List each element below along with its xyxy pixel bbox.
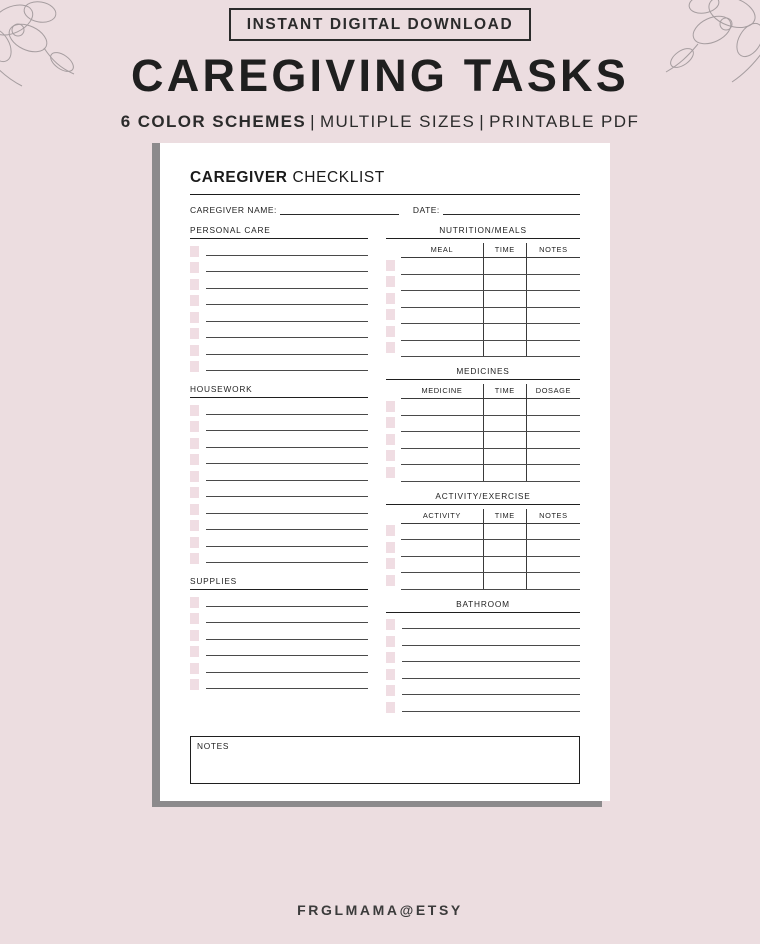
list-item[interactable]	[190, 677, 368, 694]
subtitle	[0, 112, 760, 132]
list-item[interactable]	[190, 627, 368, 644]
checkbox-icon[interactable]	[386, 619, 395, 630]
checkbox-icon[interactable]	[190, 312, 199, 323]
list-item[interactable]	[190, 660, 368, 677]
subtitle-separator-2: |	[479, 112, 486, 131]
checkbox-icon[interactable]	[386, 558, 395, 569]
column-header: ACTIVITY	[401, 509, 483, 524]
write-line[interactable]	[206, 406, 368, 415]
write-line[interactable]	[206, 422, 368, 431]
table-row[interactable]	[401, 399, 580, 416]
cell[interactable]	[401, 523, 483, 540]
list-item[interactable]	[190, 644, 368, 661]
checkbox-icon[interactable]	[190, 504, 199, 515]
date-label: DATE:	[412, 205, 440, 215]
list-item[interactable]	[190, 342, 368, 359]
write-line[interactable]	[206, 280, 368, 289]
cell[interactable]	[526, 307, 580, 324]
checkbox-slot[interactable]	[386, 307, 401, 324]
cell[interactable]	[401, 340, 483, 357]
cell[interactable]	[526, 415, 580, 432]
checkbox-icon[interactable]	[190, 646, 199, 657]
cell[interactable]	[526, 573, 580, 590]
list-item[interactable]	[190, 243, 368, 260]
checkbox-slot[interactable]	[386, 415, 401, 432]
title-divider	[190, 194, 580, 195]
list-item[interactable]	[190, 276, 368, 293]
checkbox-icon[interactable]	[190, 295, 199, 306]
checkbox-slot[interactable]	[386, 257, 401, 274]
cell[interactable]	[401, 573, 483, 590]
checkbox-icon[interactable]	[190, 328, 199, 339]
cell[interactable]	[526, 540, 580, 557]
cell[interactable]	[483, 274, 526, 291]
table-row[interactable]	[401, 307, 580, 324]
checkbox-slot[interactable]	[386, 290, 401, 307]
cell[interactable]	[483, 291, 526, 308]
checkbox-icon[interactable]	[190, 262, 199, 273]
write-line[interactable]	[206, 455, 368, 464]
column-header: TIME	[483, 243, 526, 258]
checkbox-icon[interactable]	[190, 345, 199, 356]
checkbox-icon[interactable]	[386, 450, 395, 461]
section-personal-care	[190, 225, 368, 375]
write-line[interactable]	[206, 554, 368, 563]
checkbox-icon[interactable]	[386, 260, 395, 271]
write-line[interactable]	[402, 670, 580, 679]
write-line[interactable]	[402, 703, 580, 712]
checkbox-icon[interactable]	[190, 630, 199, 641]
list-item[interactable]	[386, 650, 580, 667]
personal-care-heading: PERSONAL CARE	[190, 225, 368, 239]
column-header: MEDICINE	[401, 384, 483, 399]
list-item[interactable]	[190, 594, 368, 611]
checkbox-slot[interactable]	[386, 572, 401, 589]
notes-box[interactable]	[190, 736, 580, 784]
checklist-title	[190, 169, 580, 187]
section-supplies	[190, 576, 368, 693]
table-row[interactable]	[401, 258, 580, 275]
table-row[interactable]	[401, 415, 580, 432]
checkbox-icon[interactable]	[190, 613, 199, 624]
write-line[interactable]	[206, 664, 368, 673]
checkbox-icon[interactable]	[386, 401, 395, 412]
list-item[interactable]	[386, 617, 580, 634]
checkbox-icon[interactable]	[386, 542, 395, 553]
write-line[interactable]	[206, 313, 368, 322]
write-line[interactable]	[402, 620, 580, 629]
cell[interactable]	[483, 415, 526, 432]
write-line[interactable]	[206, 631, 368, 640]
section-nutrition	[386, 225, 580, 357]
cell[interactable]	[526, 399, 580, 416]
checkbox-icon[interactable]	[190, 246, 199, 257]
cell[interactable]	[401, 274, 483, 291]
supplies-rows	[190, 594, 368, 693]
bathroom-heading: BATHROOM	[386, 599, 580, 613]
list-item[interactable]	[386, 666, 580, 683]
cell[interactable]	[483, 573, 526, 590]
checkbox-icon[interactable]	[386, 575, 395, 586]
checkbox-icon[interactable]	[386, 669, 395, 680]
checkbox-icon[interactable]	[386, 525, 395, 536]
write-line[interactable]	[206, 647, 368, 656]
write-line[interactable]	[206, 488, 368, 497]
column-header: DOSAGE	[526, 384, 580, 399]
cell[interactable]	[401, 465, 483, 482]
column-header: NOTES	[526, 509, 580, 524]
checklist-paper	[160, 143, 610, 801]
cell[interactable]	[401, 399, 483, 416]
list-item[interactable]	[190, 419, 368, 436]
date-field[interactable]	[413, 205, 580, 215]
cell[interactable]	[401, 540, 483, 557]
table-row[interactable]	[401, 448, 580, 465]
list-item[interactable]	[190, 435, 368, 452]
instant-download-badge: INSTANT DIGITAL DOWNLOAD	[229, 8, 532, 41]
checkbox-icon[interactable]	[386, 702, 395, 713]
write-line[interactable]	[402, 637, 580, 646]
subtitle-separator-1: |	[310, 112, 316, 131]
checkbox-icon[interactable]	[190, 553, 199, 564]
list-item[interactable]	[190, 551, 368, 568]
column-header: TIME	[483, 384, 526, 399]
table-row[interactable]	[401, 573, 580, 590]
checkbox-slot[interactable]	[386, 340, 401, 357]
cell[interactable]	[526, 274, 580, 291]
checklist-title-light: CHECKLIST	[292, 169, 385, 186]
cell[interactable]	[483, 340, 526, 357]
checkbox-icon[interactable]	[190, 597, 199, 608]
caregiver-name-field[interactable]	[190, 205, 399, 215]
checkbox-icon[interactable]	[190, 537, 199, 548]
list-item[interactable]	[190, 518, 368, 535]
write-line[interactable]	[206, 247, 368, 256]
subtitle-color-schemes: 6 COLOR SCHEMES	[120, 112, 307, 131]
write-line[interactable]	[206, 329, 368, 338]
cell[interactable]	[483, 556, 526, 573]
page-title: CAREGIVING TASKS	[131, 50, 629, 101]
table-row[interactable]	[401, 523, 580, 540]
cell[interactable]	[483, 307, 526, 324]
cell[interactable]	[526, 432, 580, 449]
checkbox-icon[interactable]	[386, 342, 395, 353]
checklist-columns	[190, 225, 580, 725]
write-line[interactable]	[206, 614, 368, 623]
cell[interactable]	[483, 324, 526, 341]
cell[interactable]	[526, 448, 580, 465]
write-line[interactable]	[206, 472, 368, 481]
checkbox-icon[interactable]	[386, 652, 395, 663]
list-item[interactable]	[190, 309, 368, 326]
cell[interactable]	[401, 556, 483, 573]
nutrition-heading: NUTRITION/MEALS	[386, 225, 580, 239]
table-row[interactable]	[401, 540, 580, 557]
table-header-row	[401, 384, 580, 399]
write-line[interactable]	[206, 521, 368, 530]
list-item[interactable]	[190, 501, 368, 518]
write-line[interactable]	[206, 296, 368, 305]
list-item[interactable]	[190, 485, 368, 502]
cell[interactable]	[401, 324, 483, 341]
checkbox-slot[interactable]	[386, 323, 401, 340]
notes-label: NOTES	[197, 740, 230, 751]
shop-footer: FRGLMAMA@ETSY	[297, 902, 463, 918]
cell[interactable]	[401, 258, 483, 275]
write-line[interactable]	[402, 686, 580, 695]
housework-rows	[190, 402, 368, 567]
activity-table-wrap	[386, 509, 580, 590]
cell[interactable]	[401, 415, 483, 432]
checkbox-slot[interactable]	[386, 431, 401, 448]
checkbox-icon[interactable]	[190, 279, 199, 290]
list-item[interactable]	[190, 534, 368, 551]
write-line[interactable]	[206, 439, 368, 448]
table-row[interactable]	[401, 340, 580, 357]
cell[interactable]	[483, 448, 526, 465]
cell[interactable]	[401, 307, 483, 324]
section-bathroom	[386, 599, 580, 716]
caregiver-name-label: CAREGIVER NAME:	[190, 205, 277, 215]
badge-container	[0, 0, 760, 41]
checkbox-slot[interactable]	[386, 523, 401, 540]
cell[interactable]	[483, 399, 526, 416]
cell[interactable]	[526, 324, 580, 341]
checkbox-slot[interactable]	[386, 274, 401, 291]
table-header-row	[401, 509, 580, 524]
cell[interactable]	[483, 465, 526, 482]
medicines-table-wrap	[386, 384, 580, 482]
caregiver-name-input[interactable]	[280, 206, 399, 215]
medicines-heading: MEDICINES	[386, 366, 580, 380]
subtitle-format: PRINTABLE PDF	[489, 112, 640, 131]
meta-fields	[190, 205, 580, 215]
cell[interactable]	[526, 258, 580, 275]
checkbox-icon[interactable]	[190, 405, 199, 416]
table-row[interactable]	[401, 432, 580, 449]
cell[interactable]	[483, 540, 526, 557]
table-row[interactable]	[401, 556, 580, 573]
section-activity	[386, 491, 580, 590]
checkbox-icon[interactable]	[190, 663, 199, 674]
bathroom-rows	[386, 617, 580, 716]
personal-care-rows	[190, 243, 368, 375]
nutrition-checkboxes	[386, 243, 401, 357]
housework-heading: HOUSEWORK	[190, 384, 368, 398]
cell[interactable]	[401, 448, 483, 465]
write-line[interactable]	[206, 598, 368, 607]
list-item[interactable]	[386, 633, 580, 650]
subtitle-sizes: MULTIPLE SIZES	[319, 112, 476, 131]
activity-heading: ACTIVITY/EXERCISE	[386, 491, 580, 505]
list-item[interactable]	[190, 611, 368, 628]
cell[interactable]	[401, 432, 483, 449]
medicines-table	[401, 384, 580, 482]
checkbox-icon[interactable]	[386, 326, 395, 337]
date-input[interactable]	[443, 206, 580, 215]
cell[interactable]	[526, 523, 580, 540]
activity-table	[401, 509, 580, 590]
right-column	[386, 225, 580, 725]
checkbox-slot[interactable]	[386, 448, 401, 465]
list-item[interactable]	[386, 683, 580, 700]
list-item[interactable]	[190, 326, 368, 343]
table-row[interactable]	[401, 274, 580, 291]
checkbox-icon[interactable]	[386, 434, 395, 445]
write-line[interactable]	[206, 680, 368, 689]
cell[interactable]	[483, 523, 526, 540]
list-item[interactable]	[190, 468, 368, 485]
column-header: TIME	[483, 509, 526, 524]
cell[interactable]	[483, 258, 526, 275]
list-item[interactable]	[190, 359, 368, 376]
checkbox-slot[interactable]	[386, 556, 401, 573]
cell[interactable]	[401, 291, 483, 308]
table-header-row	[401, 243, 580, 258]
list-item[interactable]	[190, 402, 368, 419]
list-item[interactable]	[190, 293, 368, 310]
table-row[interactable]	[401, 465, 580, 482]
write-line[interactable]	[206, 505, 368, 514]
checkbox-icon[interactable]	[190, 679, 199, 690]
checkbox-icon[interactable]	[386, 309, 395, 320]
nutrition-table-wrap	[386, 243, 580, 357]
medicines-checkboxes	[386, 384, 401, 482]
checkbox-slot[interactable]	[386, 398, 401, 415]
write-line[interactable]	[206, 263, 368, 272]
checkbox-slot[interactable]	[386, 539, 401, 556]
checkbox-icon[interactable]	[386, 276, 395, 287]
table-row[interactable]	[401, 291, 580, 308]
left-column	[190, 225, 368, 725]
table-row[interactable]	[401, 324, 580, 341]
list-item[interactable]	[190, 452, 368, 469]
checkbox-icon[interactable]	[190, 454, 199, 465]
write-line[interactable]	[206, 538, 368, 547]
nutrition-table	[401, 243, 580, 357]
section-medicines	[386, 366, 580, 482]
checkbox-icon[interactable]	[190, 487, 199, 498]
cell[interactable]	[483, 432, 526, 449]
checklist-title-bold: CAREGIVER	[190, 169, 288, 186]
supplies-heading: SUPPLIES	[190, 576, 368, 590]
checkbox-icon[interactable]	[190, 471, 199, 482]
checkbox-icon[interactable]	[386, 293, 395, 304]
checkbox-icon[interactable]	[386, 467, 395, 478]
write-line[interactable]	[206, 362, 368, 371]
checkbox-icon[interactable]	[190, 421, 199, 432]
cell[interactable]	[526, 465, 580, 482]
list-item[interactable]	[386, 699, 580, 716]
write-line[interactable]	[206, 346, 368, 355]
list-item[interactable]	[190, 260, 368, 277]
checkbox-icon[interactable]	[190, 438, 199, 449]
cell[interactable]	[526, 556, 580, 573]
cell[interactable]	[526, 340, 580, 357]
column-header: NOTES	[526, 243, 580, 258]
activity-checkboxes	[386, 509, 401, 590]
column-header: MEAL	[401, 243, 483, 258]
checkbox-icon[interactable]	[386, 685, 395, 696]
section-housework	[190, 384, 368, 567]
checkbox-slot[interactable]	[386, 464, 401, 481]
checkbox-icon[interactable]	[190, 361, 199, 372]
write-line[interactable]	[402, 653, 580, 662]
checkbox-icon[interactable]	[190, 520, 199, 531]
checkbox-icon[interactable]	[386, 636, 395, 647]
cell[interactable]	[526, 291, 580, 308]
checkbox-icon[interactable]	[386, 417, 395, 428]
